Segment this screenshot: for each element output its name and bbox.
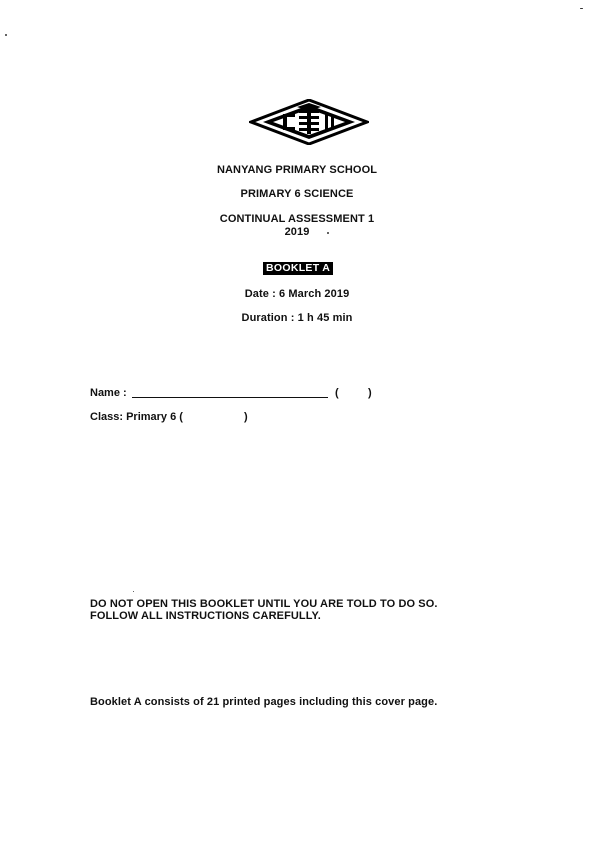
scan-speck (133, 591, 134, 592)
page-count-note: Booklet A consists of 21 printed pages including this cover page. (90, 696, 438, 708)
assessment-year: 2019 (284, 226, 310, 238)
school-name: NANYANG PRIMARY SCHOOL (216, 164, 378, 176)
assessment-title: CONTINUAL ASSESSMENT 1 (219, 213, 375, 225)
name-blank-line (132, 397, 328, 398)
instruction-line-2: FOLLOW ALL INSTRUCTIONS CAREFULLY. (90, 610, 321, 622)
scan-speck (580, 8, 583, 9)
school-crest-logo (249, 99, 369, 145)
class-label: Class: Primary 6 ( (90, 411, 183, 423)
subject-title: PRIMARY 6 SCIENCE (240, 188, 354, 200)
register-number-close: ) (368, 387, 372, 399)
class-close: ) (244, 411, 248, 423)
register-number-open: ( (335, 387, 339, 399)
scan-speck (5, 34, 7, 36)
exam-date: Date : 6 March 2019 (244, 288, 350, 300)
instruction-line-1: DO NOT OPEN THIS BOOKLET UNTIL YOU ARE TOLD TO DO SO. (90, 598, 438, 610)
booklet-label-badge: BOOKLET A (263, 262, 333, 275)
name-label: Name : (90, 387, 127, 399)
exam-duration: Duration : 1 h 45 min (241, 312, 353, 324)
